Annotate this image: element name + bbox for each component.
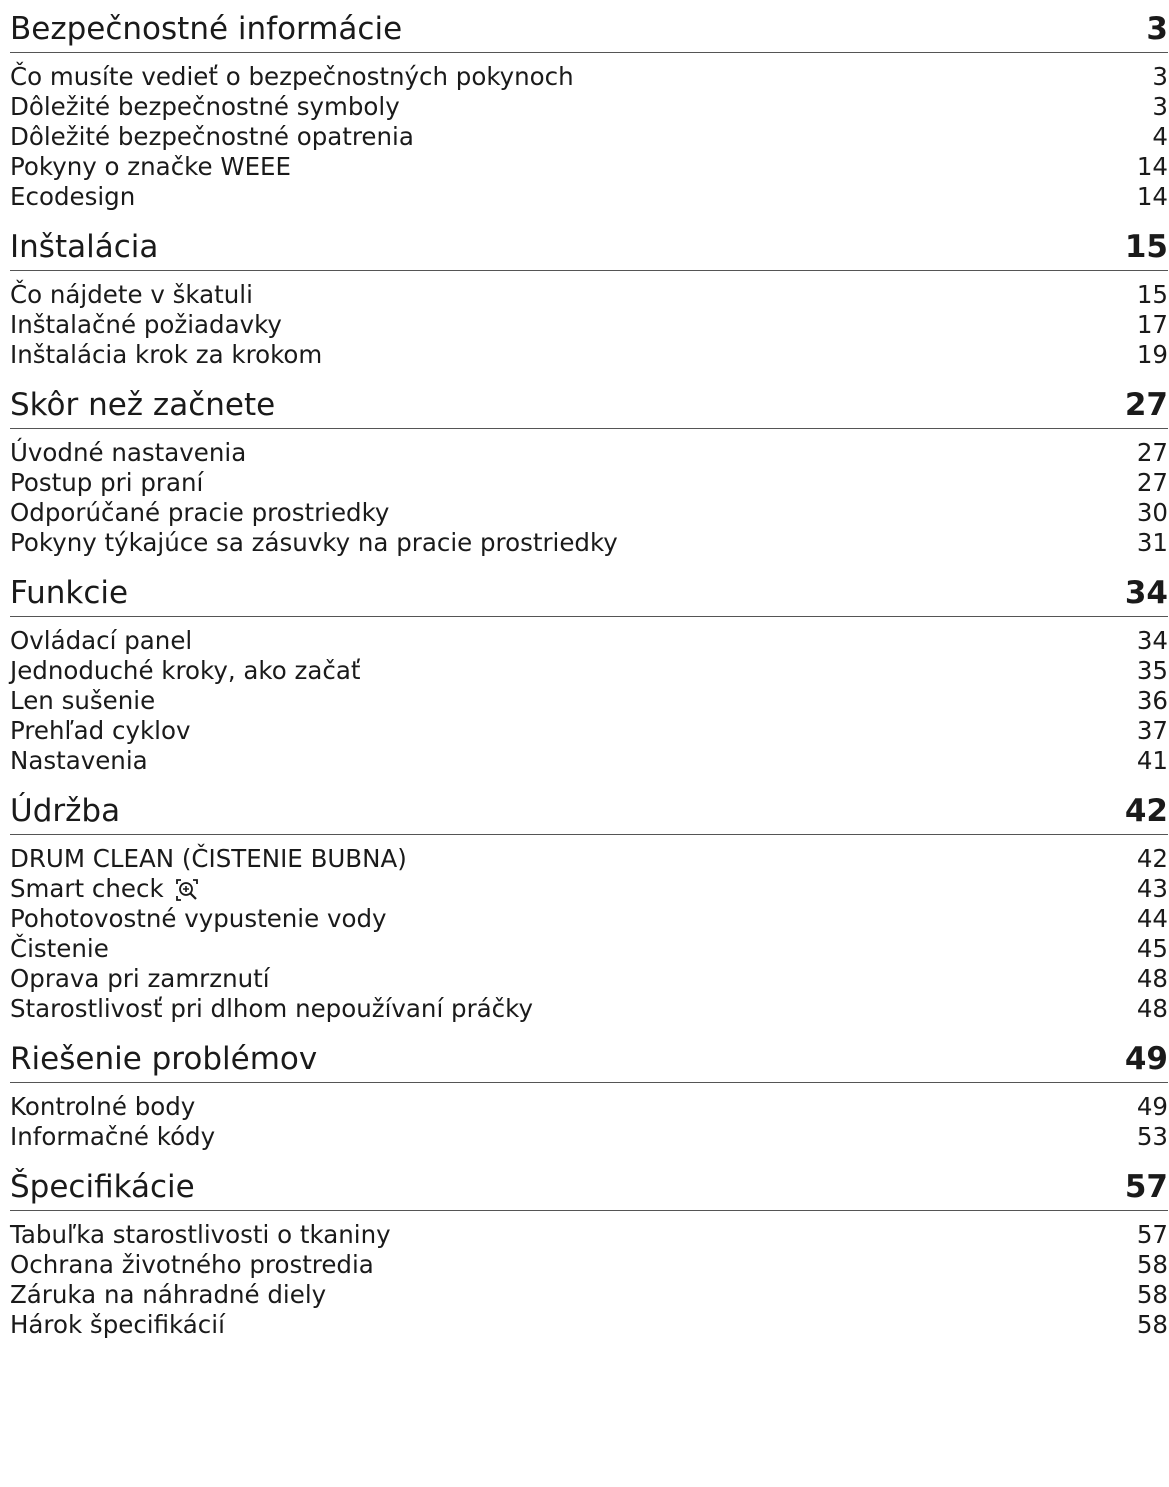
toc-entry[interactable] [10, 964, 1168, 994]
section-title: Funkcie [10, 575, 129, 611]
section-header[interactable] [10, 572, 1168, 617]
entry-page-number: 15 [1136, 279, 1168, 309]
entry-title: DRUM CLEAN (ČISTENIE BUBNA) [10, 843, 407, 873]
toc-entry[interactable] [10, 656, 1168, 686]
section-header[interactable] [10, 1166, 1168, 1211]
entry-page-number: 19 [1136, 339, 1168, 369]
entry-title: Záruka na náhradné diely [10, 1279, 327, 1309]
entry-title: Úvodné nastavenia [10, 437, 247, 467]
toc-entry[interactable] [10, 994, 1168, 1024]
entry-page-number: 3 [1152, 91, 1168, 121]
entry-title: Informačné kódy [10, 1121, 216, 1151]
toc-section [10, 1166, 1168, 1354]
entry-title: Ecodesign [10, 181, 136, 211]
section-header[interactable] [10, 1038, 1168, 1083]
entry-title: Tabuľka starostlivosti o tkaniny [10, 1219, 391, 1249]
toc-section [10, 226, 1168, 384]
section-title: Bezpečnostné informácie [10, 11, 403, 47]
toc-entry[interactable] [10, 280, 1168, 310]
toc-entry[interactable] [10, 1280, 1168, 1310]
entry-title: Pokyny o značke WEEE [10, 151, 292, 181]
toc-entry[interactable] [10, 1122, 1168, 1152]
toc-entry[interactable] [10, 716, 1168, 746]
toc-entry[interactable] [10, 1220, 1168, 1250]
section-page-number: 49 [1124, 1041, 1168, 1077]
section-header[interactable] [10, 226, 1168, 271]
toc-entry[interactable] [10, 874, 1168, 904]
toc-entry[interactable] [10, 686, 1168, 716]
entry-title-with-icon [10, 873, 199, 903]
entry-page-number: 31 [1136, 527, 1168, 557]
entry-page-number: 58 [1136, 1279, 1168, 1309]
entry-title: Smart check [10, 873, 164, 903]
section-page-number: 34 [1124, 575, 1168, 611]
entry-title: Starostlivosť pri dlhom nepoužívaní práčky [10, 993, 533, 1023]
entry-title: Len sušenie [10, 685, 156, 715]
entry-page-number: 57 [1136, 1219, 1168, 1249]
section-page-number: 42 [1124, 793, 1168, 829]
entry-page-number: 27 [1136, 467, 1168, 497]
toc-entry[interactable] [10, 498, 1168, 528]
toc-entry[interactable] [10, 746, 1168, 776]
entry-title: Kontrolné body [10, 1091, 196, 1121]
entry-page-number: 37 [1136, 715, 1168, 745]
entry-page-number: 34 [1136, 625, 1168, 655]
toc-entry[interactable] [10, 626, 1168, 656]
entry-page-number: 48 [1136, 993, 1168, 1023]
entry-page-number: 49 [1136, 1091, 1168, 1121]
entry-title: Ochrana životného prostredia [10, 1249, 374, 1279]
entry-page-number: 4 [1152, 121, 1168, 151]
entry-page-number: 58 [1136, 1309, 1168, 1339]
entry-title: Ovládací panel [10, 625, 193, 655]
entry-title: Inštalačné požiadavky [10, 309, 282, 339]
smart-check-magnifier-icon [175, 878, 199, 902]
entry-title: Nastavenia [10, 745, 148, 775]
entry-title: Hárok špecifikácií [10, 1309, 225, 1339]
entry-page-number: 48 [1136, 963, 1168, 993]
entry-page-number: 14 [1136, 151, 1168, 181]
entry-title: Pokyny týkajúce sa zásuvky na pracie prostriedky [10, 527, 618, 557]
section-title: Inštalácia [10, 229, 159, 265]
toc-section [10, 790, 1168, 1038]
toc-entry[interactable] [10, 92, 1168, 122]
entry-page-number: 45 [1136, 933, 1168, 963]
entry-title: Pohotovostné vypustenie vody [10, 903, 387, 933]
section-title: Údržba [10, 793, 121, 829]
toc-section [10, 384, 1168, 572]
entry-page-number: 35 [1136, 655, 1168, 685]
section-page-number: 57 [1124, 1169, 1168, 1205]
toc-section [10, 572, 1168, 790]
entry-page-number: 53 [1136, 1121, 1168, 1151]
entry-page-number: 44 [1136, 903, 1168, 933]
toc-entry[interactable] [10, 152, 1168, 182]
section-header[interactable] [10, 790, 1168, 835]
entry-title: Odporúčané pracie prostriedky [10, 497, 390, 527]
entry-title: Oprava pri zamrznutí [10, 963, 270, 993]
toc-entry[interactable] [10, 182, 1168, 212]
toc-entry[interactable] [10, 528, 1168, 558]
entry-page-number: 30 [1136, 497, 1168, 527]
entry-title: Čo nájdete v škatuli [10, 279, 253, 309]
entry-page-number: 17 [1136, 309, 1168, 339]
toc-entry[interactable] [10, 122, 1168, 152]
entry-page-number: 27 [1136, 437, 1168, 467]
section-header[interactable] [10, 8, 1168, 53]
toc-entry[interactable] [10, 310, 1168, 340]
entry-page-number: 14 [1136, 181, 1168, 211]
section-page-number: 3 [1146, 11, 1168, 47]
entry-title: Inštalácia krok za krokom [10, 339, 323, 369]
entry-title: Jednoduché kroky, ako začať [10, 655, 361, 685]
entry-page-number: 43 [1136, 873, 1168, 903]
entry-page-number: 58 [1136, 1249, 1168, 1279]
table-of-contents [10, 0, 1168, 1354]
entry-title: Čistenie [10, 933, 109, 963]
section-page-number: 27 [1124, 387, 1168, 423]
entry-page-number: 41 [1136, 745, 1168, 775]
toc-entry[interactable] [10, 904, 1168, 934]
toc-entry[interactable] [10, 1310, 1168, 1340]
toc-section [10, 1038, 1168, 1166]
toc-entry[interactable] [10, 1250, 1168, 1280]
section-header[interactable] [10, 384, 1168, 429]
entry-page-number: 3 [1152, 61, 1168, 91]
toc-entry[interactable] [10, 438, 1168, 468]
entry-title: Postup pri praní [10, 467, 204, 497]
section-title: Špecifikácie [10, 1169, 195, 1205]
entry-page-number: 42 [1136, 843, 1168, 873]
toc-entry[interactable] [10, 844, 1168, 874]
entry-title: Dôležité bezpečnostné symboly [10, 91, 400, 121]
section-title: Skôr než začnete [10, 387, 276, 423]
entry-title: Dôležité bezpečnostné opatrenia [10, 121, 414, 151]
toc-entry[interactable] [10, 468, 1168, 498]
entry-title: Prehľad cyklov [10, 715, 191, 745]
toc-section [10, 8, 1168, 226]
toc-entry[interactable] [10, 934, 1168, 964]
toc-entry[interactable] [10, 340, 1168, 370]
section-page-number: 15 [1124, 229, 1168, 265]
toc-entry[interactable] [10, 62, 1168, 92]
section-title: Riešenie problémov [10, 1041, 318, 1077]
entry-title: Čo musíte vedieť o bezpečnostných pokynoch [10, 61, 574, 91]
entry-page-number: 36 [1136, 685, 1168, 715]
toc-entry[interactable] [10, 1092, 1168, 1122]
